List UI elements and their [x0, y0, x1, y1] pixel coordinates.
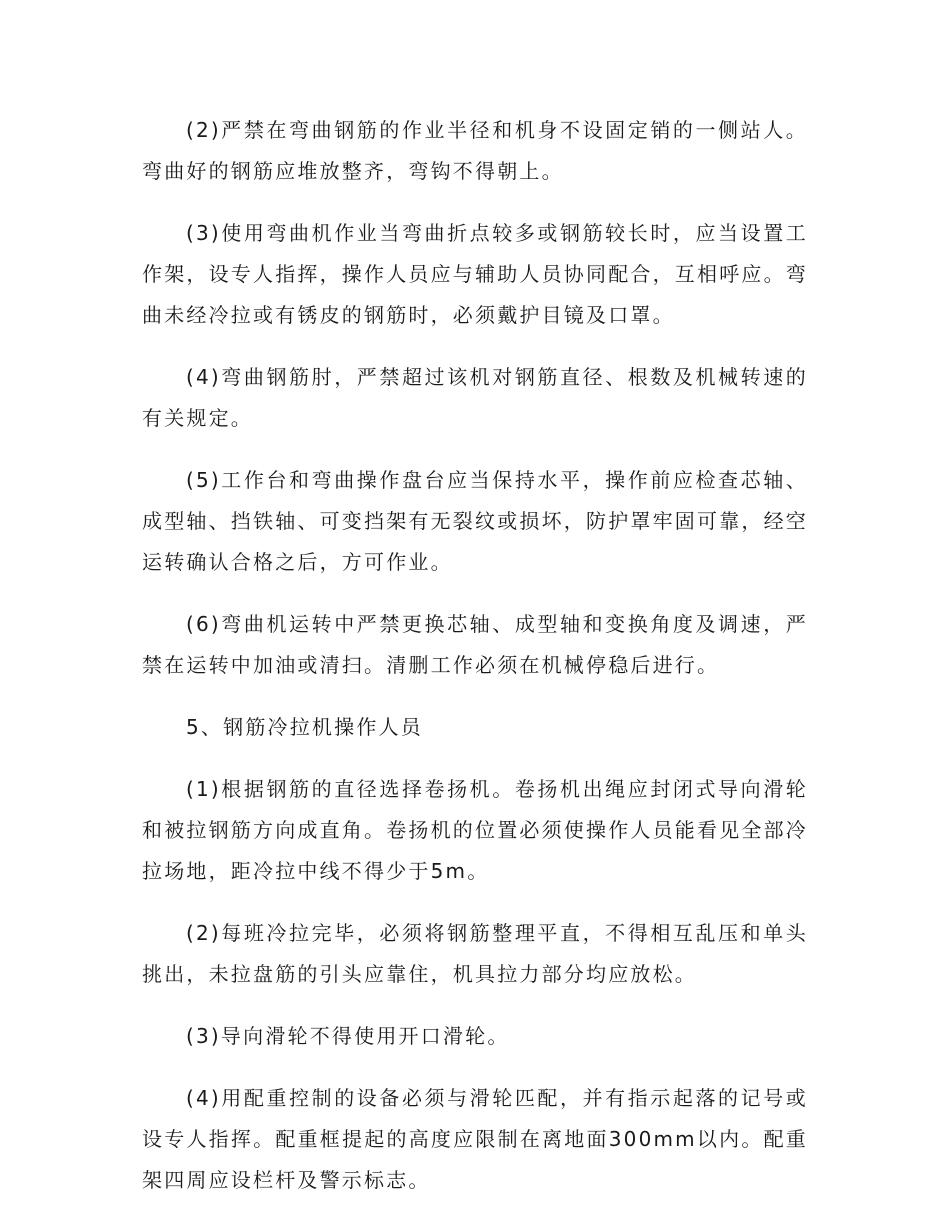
paragraph-bending-2: (2)严禁在弯曲钢筋的作业半径和机身不设固定销的一侧站人。弯曲好的钢筋应堆放整齐，弯钩不得朝上。	[142, 118, 808, 183]
paragraph-stretch-3: (3)导向滑轮不得使用开口滑轮。	[186, 1024, 510, 1048]
paragraph-stretch-4: (4)用配重控制的设备必须与滑轮匹配，并有指示起落的记号或设专人指挥。配重框提起的高度应限制在离地面300mm以内。配重架四周应设栏杆及警示标志。	[142, 1086, 808, 1192]
document-body	[142, 110, 808, 1222]
paragraph-bending-4: (4)弯曲钢筋肘，严禁超过该机对钢筋直径、根数及机械转速的有关规定。	[142, 365, 808, 430]
paragraph-bending-5: (5)工作台和弯曲操作盘台应当保持水平，操作前应检查芯轴、成型轴、挡铁轴、可变挡架有无裂纹或损坏，防护罩牢固可靠，经空运转确认合格之后，方可作业。	[142, 468, 808, 574]
paragraph-bending-3: (3)使用弯曲机作业当弯曲折点较多或钢筋较长时，应当设置工作架，设专人指挥，操作人员应与辅助人员协同配合，互相呼应。弯曲未经冷拉或有锈皮的钢筋时，必须戴护目镜及口罩。	[142, 221, 808, 327]
paragraph-stretch-1: (1)根据钢筋的直径选择卷扬机。卷扬机出绳应封闭式导向滑轮和被拉钢筋方向成直角。卷扬机的位置必须使操作人员能看见全部冷拉场地，距冷拉中线不得少于5m。	[142, 777, 808, 883]
paragraph-bending-6: (6)弯曲机运转中严禁更换芯轴、成型轴和变换角度及调速，严禁在运转中加油或清扫。清删工作必须在机械停稳后进行。	[142, 612, 808, 677]
paragraph-stretch-2: (2)每班冷拉完毕，必须将钢筋整理平直，不得相互乱压和单头挑出，未拉盘筋的引头应靠住，机具拉力部分均应放松。	[142, 921, 808, 986]
section-heading: 5、钢筋冷拉机操作人员	[186, 715, 423, 739]
